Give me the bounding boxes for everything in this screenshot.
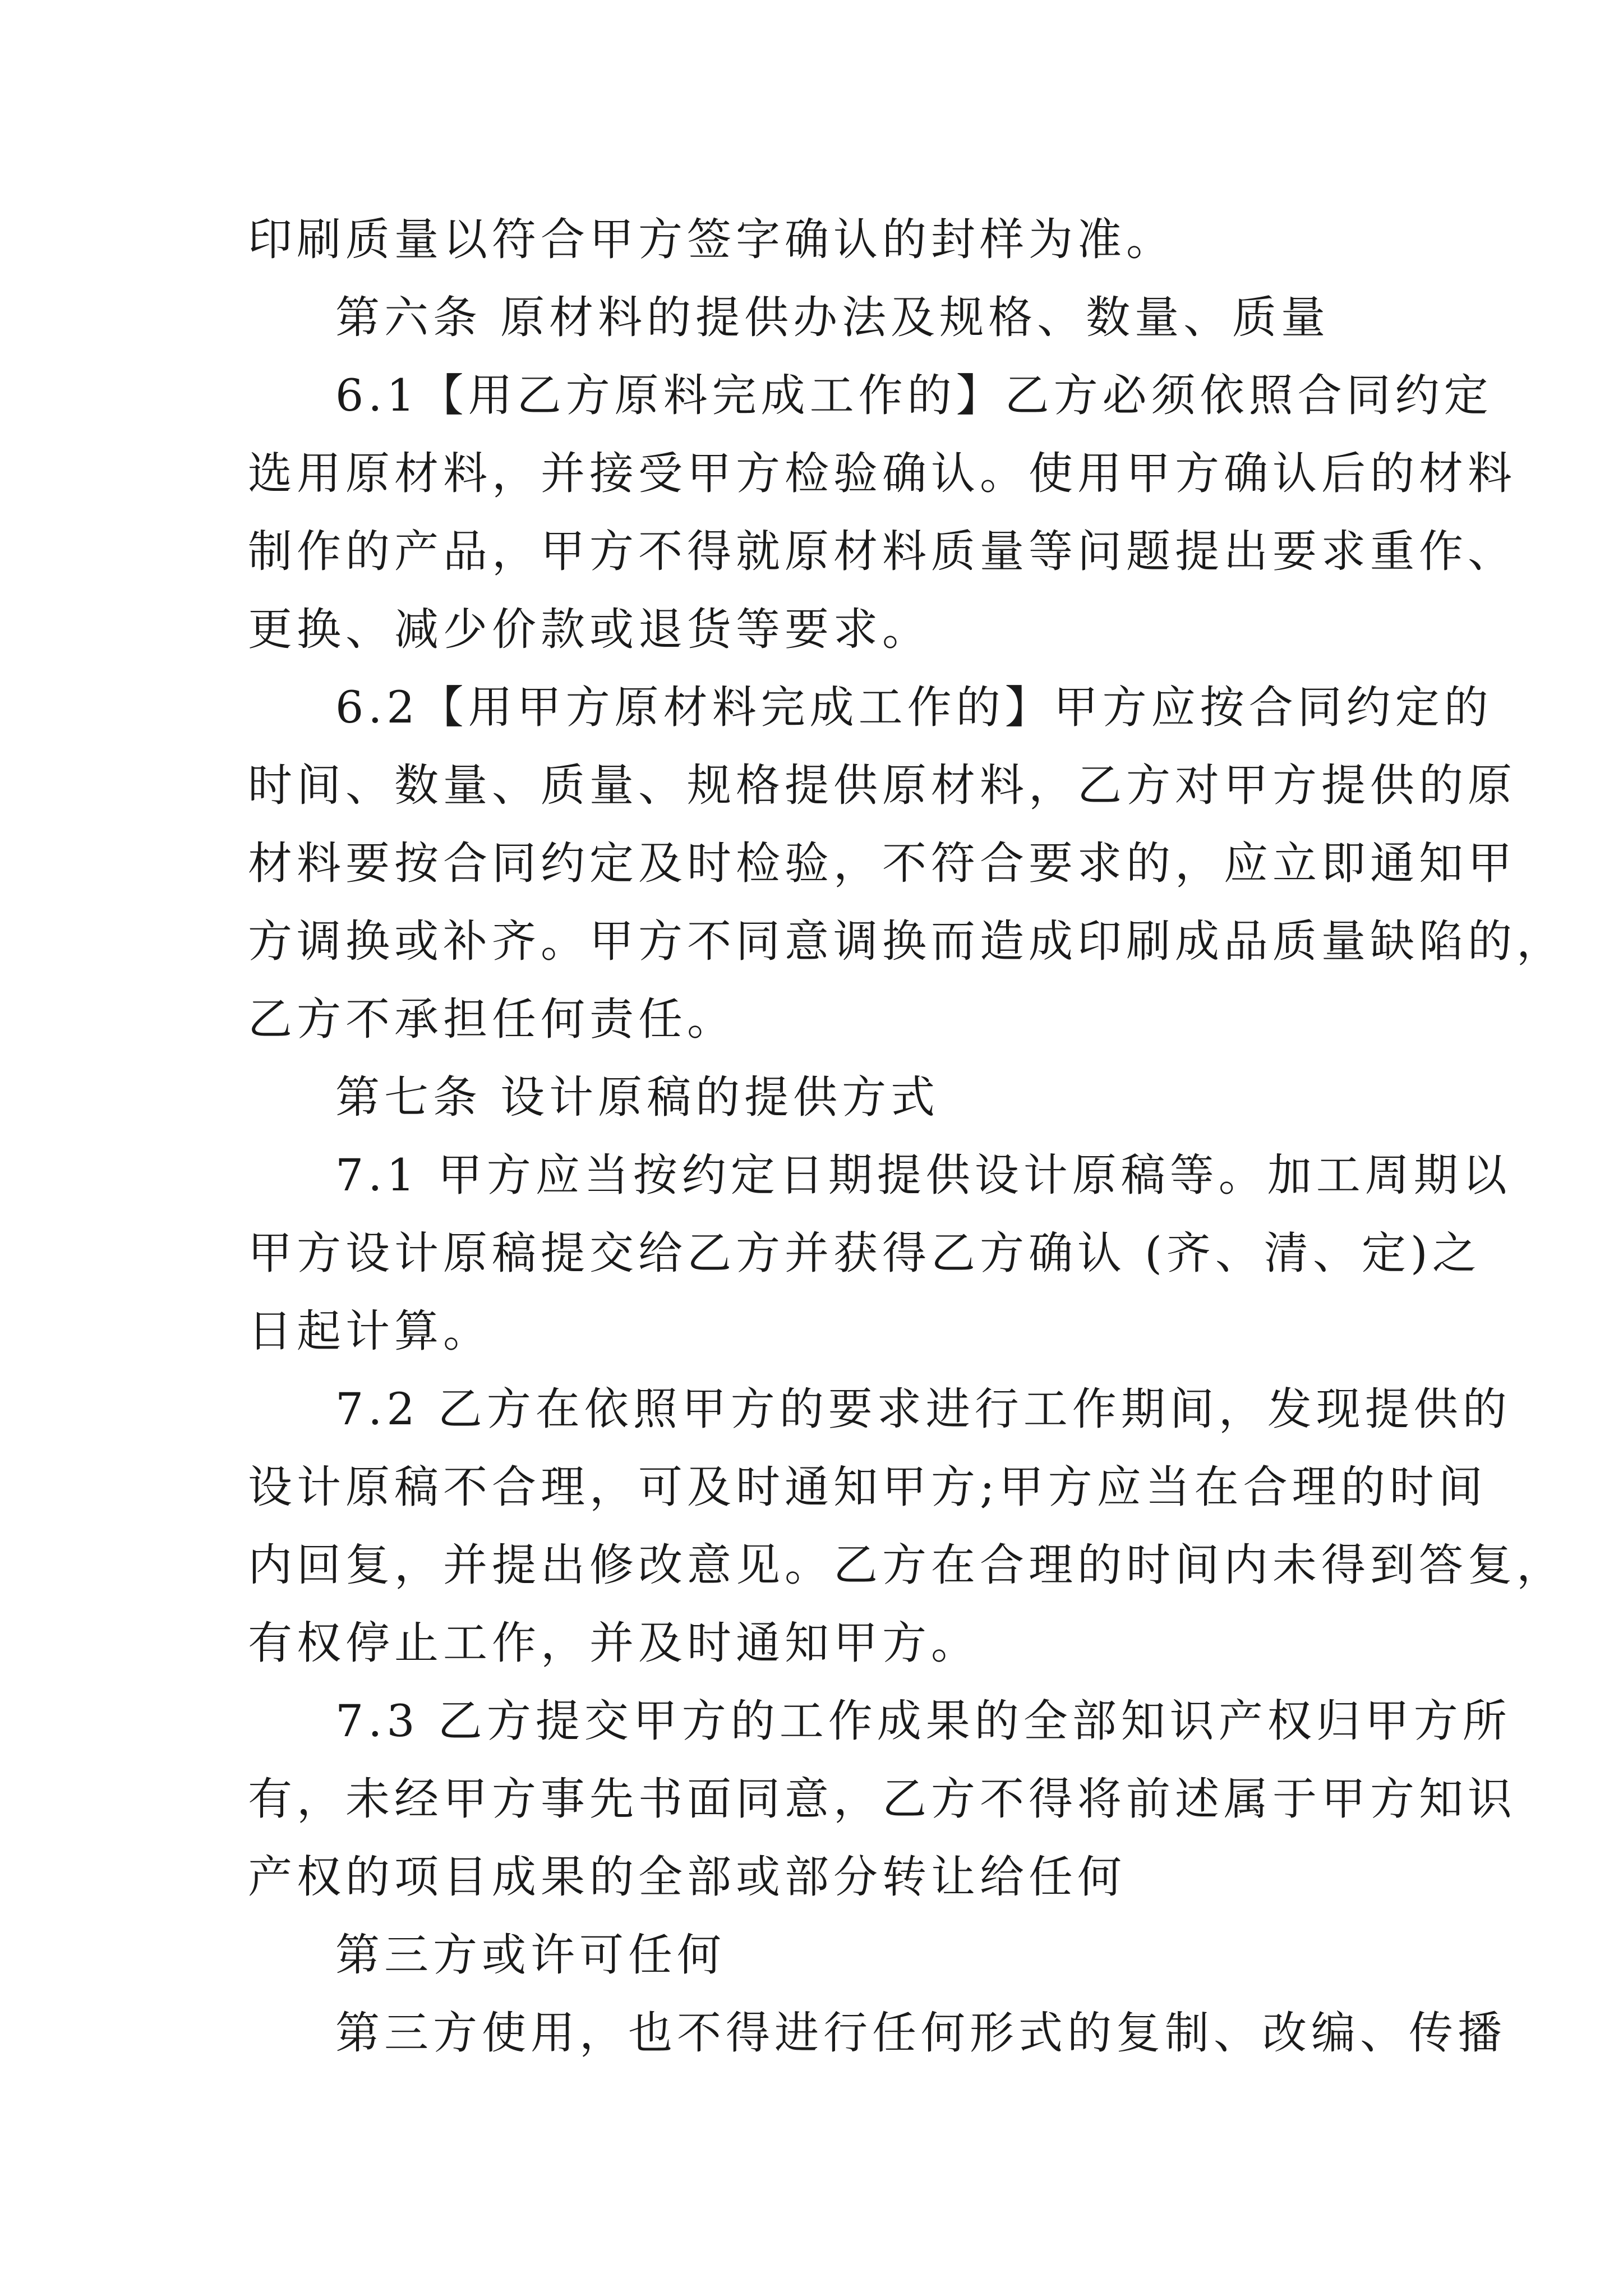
body-line: 日起计算。 (248, 1305, 492, 1357)
clause-line: 7.3 乙方提交甲方的工作成果的全部知识产权归甲方所 (335, 1695, 1511, 1747)
body-line: 产权的项目成果的全部或部分转让给任何 (248, 1851, 1126, 1903)
body-line: 有，未经甲方事先书面同意，乙方不得将前述属于甲方知识 (248, 1773, 1516, 1825)
body-line: 材料要按合同约定及时检验，不符合要求的，应立即通知甲 (248, 838, 1516, 889)
body-line: 方调换或补齐。甲方不同意调换而造成印刷成品质量缺陷的， (248, 915, 1565, 967)
body-line: 设计原稿不合理，可及时通知甲方;甲方应当在合理的时间 (248, 1461, 1487, 1513)
clause-line: 6.1【用乙方原料完成工作的】乙方必须依照合同约定 (335, 370, 1493, 421)
section-heading: 第七条 设计原稿的提供方式 (335, 1071, 940, 1123)
body-line: 印刷质量以符合甲方签字确认的封样为准。 (248, 214, 1175, 265)
clause-line: 7.1 甲方应当按约定日期提供设计原稿等。加工周期以 (335, 1149, 1511, 1201)
body-line: 内回复，并提出修改意见。乙方在合理的时间内未得到答复， (248, 1539, 1565, 1591)
body-line: 第三方使用，也不得进行任何形式的复制、改编、传播 (335, 2007, 1506, 2059)
clause-line: 7.2 乙方在依照甲方的要求进行工作期间，发现提供的 (335, 1383, 1511, 1435)
section-heading: 第六条 原材料的提供办法及规格、数量、质量 (335, 292, 1330, 343)
body-line: 乙方不承担任何责任。 (248, 993, 736, 1045)
body-line: 甲方设计原稿提交给乙方并获得乙方确认 (齐、清、定)之 (248, 1227, 1481, 1279)
body-line: 第三方或许可任何 (335, 1929, 726, 1981)
body-line: 选用原材料，并接受甲方检验确认。使用甲方确认后的材料 (248, 448, 1516, 499)
clause-line: 6.2【用甲方原材料完成工作的】甲方应按合同约定的 (335, 682, 1493, 733)
body-line: 更换、减少价款或退货等要求。 (248, 604, 931, 655)
body-line: 制作的产品，甲方不得就原材料质量等问题提出要求重作、 (248, 526, 1516, 577)
body-line: 有权停止工作，并及时通知甲方。 (248, 1617, 980, 1669)
body-line: 时间、数量、质量、规格提供原材料，乙方对甲方提供的原 (248, 760, 1516, 811)
